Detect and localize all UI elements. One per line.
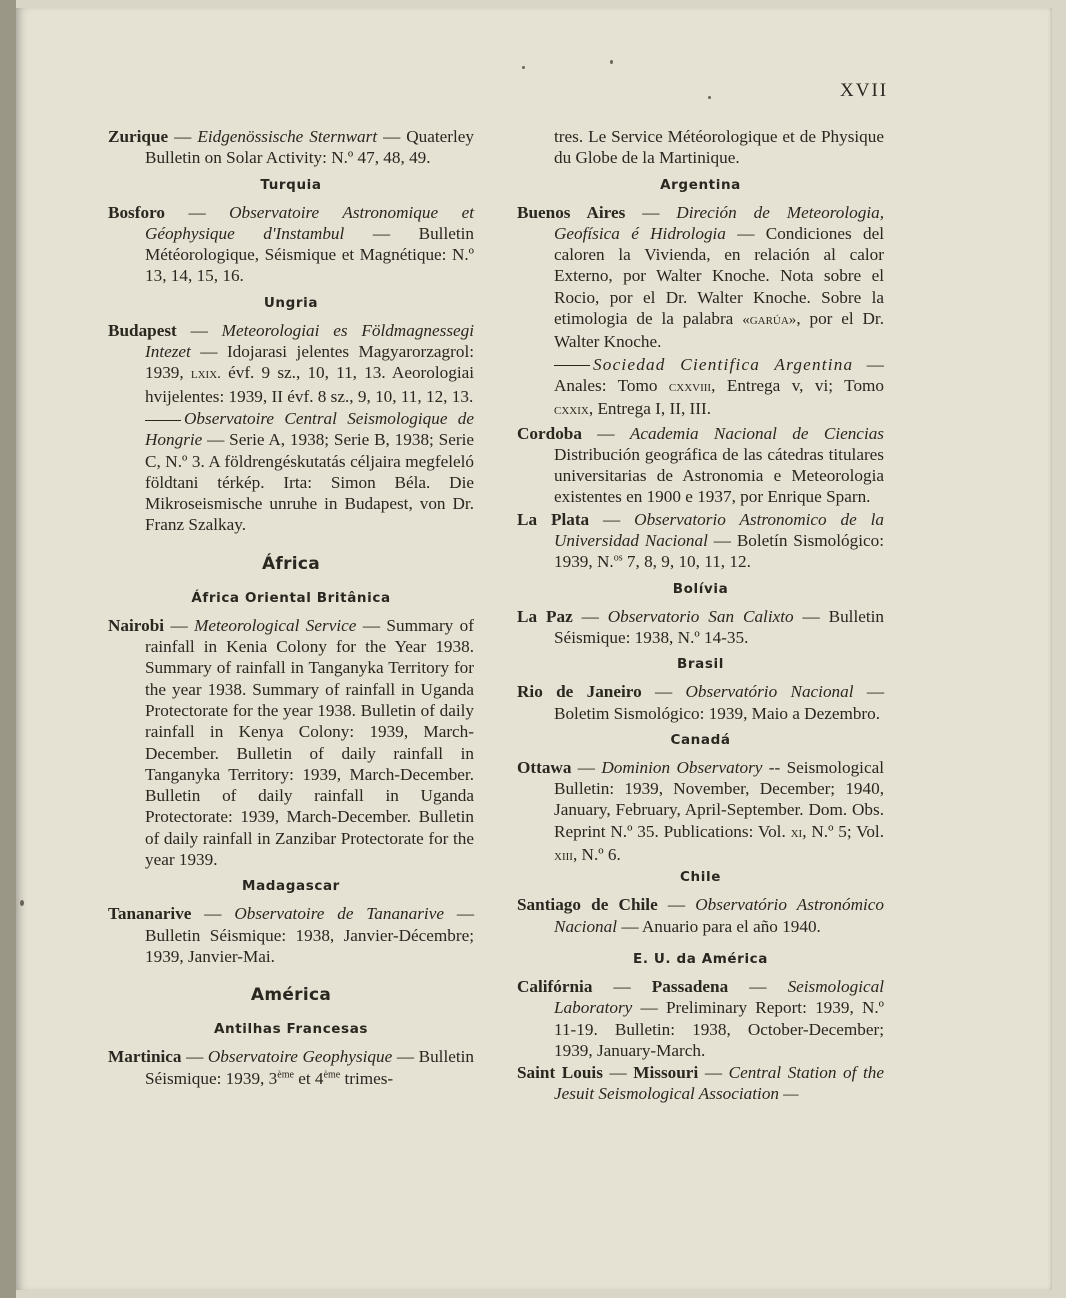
entry-place: Passadena xyxy=(651,976,729,996)
entry-institution: Seismological Laboratory xyxy=(554,976,884,1018)
paper-speck xyxy=(708,96,711,99)
paper-speck xyxy=(522,66,525,69)
country-heading-africa-oriental: África Oriental Britânica xyxy=(191,589,391,606)
entry-text: 7, 8, 9, 10, 11, 12. xyxy=(626,552,751,572)
country-heading-brasil: Brasil xyxy=(677,656,724,673)
entry-institution: Academia Nacional de Ciencias xyxy=(629,423,884,443)
entry-institution: Direción de Meteorologia, Geofísica é Hidrologia xyxy=(554,202,884,243)
country-heading-ungria: Ungria xyxy=(263,294,319,311)
entry-institution: Observatoire Central Seismologique de Hongrie xyxy=(145,408,474,450)
entry-institution: Eidgenössische Sternwart xyxy=(197,127,378,146)
entry-institution: Meteorological Service xyxy=(194,615,357,635)
entry-institution: Observatoire Geophysique xyxy=(207,1047,393,1067)
entry-text: Bulletin Séismique: 1938, Janvier-Décembre; 1939, Janvier-Mai. xyxy=(145,925,474,966)
entry-text: tres. Le Service Météorologique et de Physique du Globe de la Martinique. xyxy=(554,127,884,168)
entry-institution: Observatório Nacional xyxy=(685,682,854,702)
country-heading-turquia: Turquia xyxy=(260,176,322,193)
entry-saint-louis: Saint Louis — Missouri — Central Station of the Jesuit Seismological Association — xyxy=(517,1063,884,1104)
entry-volume: xi xyxy=(790,824,803,841)
entry-volume: lxix. xyxy=(190,366,221,383)
country-heading-madagascar: Madagascar xyxy=(242,878,340,895)
entry-volume: cxxix xyxy=(554,402,589,419)
entry-place: Zurique xyxy=(108,127,169,146)
entry-place: La Paz xyxy=(517,606,573,626)
entry-volume: cxxviii xyxy=(668,378,712,395)
ditto-dash xyxy=(145,420,181,421)
continent-heading-africa: África xyxy=(261,553,321,574)
entry-institution: Dominion Observatory xyxy=(601,757,763,777)
entry-text: Anuario para el año 1940. xyxy=(641,916,821,936)
entry-california-passadena: Califórnia — Passadena — Seismological Laboratory — Preliminary Report: 1939, N.º 11-19. Bulletin: 1938, October-December; 1939, January-March. xyxy=(517,976,884,1060)
entry-place: Saint Louis xyxy=(517,1063,603,1083)
entry-ottawa: Ottawa — Dominion Observatory -- Seismological Bulletin: 1939, November, December; 1940, January, February, April-September. Dom. Obs. Reprint N.º 35. Publications: Vol. xi, N.º 5; Vol. xiii, N.º 6. xyxy=(517,757,884,865)
entry-place: Ottawa xyxy=(517,757,572,777)
entry-text: Quaterley Bulletin on Solar Activity: N.º 47, 48, 49. xyxy=(145,127,475,168)
entry-place: Cordoba xyxy=(517,423,582,443)
entry-text: Summary of rainfall in Kenia Colony for the Year 1938. Summary of rainfall in Tanganyka Territory for the year 1938. Summary of rainfall in Uganda Protectorate for the year 1938. Bulletin of daily rainfall in Kenya Colony: 1939, March-December. Bulletin of daily rainfall in Tanganyka Territory: 1939, March-December. Bulletin of daily rainfall in Uganda Protectorate: 1939, March-December. Bulletin of daily rainfall in Zanzibar Protectorate for the year 1939. xyxy=(145,615,474,870)
entry-place: Califórnia xyxy=(517,976,593,996)
entry-text: Boletín Sismológico: 1939, N. xyxy=(554,531,885,572)
ditto-dash xyxy=(554,365,590,366)
left-column xyxy=(108,126,474,1090)
paper-speck xyxy=(610,60,613,64)
entry-place: Tananarive xyxy=(108,904,192,924)
entry-text: Idojarasi jelentes Magyarorzagrol: 1939, xyxy=(145,342,474,383)
entry-text: Bulletin Météorologique, Séismique et Magnétique: N.º 13, 14, 15, 16. xyxy=(145,223,474,286)
country-heading-antilhas: Antilhas Francesas xyxy=(213,1021,369,1038)
entry-text: , Entrega I, II, III. xyxy=(588,399,712,419)
entry-place: Bosforo xyxy=(108,202,165,222)
entry-place: Santiago de Chile xyxy=(517,895,658,915)
country-heading-bolivia: Bolívia xyxy=(672,580,729,597)
entry-text: trimes- xyxy=(344,1068,394,1088)
entry-santiago: Santiago de Chile — Observatório Astronómico Nacional — Anuario para el año 1940. xyxy=(517,895,885,936)
entry-place: Budapest xyxy=(108,320,177,340)
entry-text: Anales: Tomo xyxy=(554,375,658,395)
entry-text: évf. 9 sz., 10, 11, 13. Aeorologiai hvijelentes: 1939, II évf. 8 sz., 9, 10, 11, 12, 13. xyxy=(145,363,475,406)
entry-volume: xiii xyxy=(554,848,573,865)
continent-heading-america: América xyxy=(250,985,332,1006)
entry-martinica: Martinica — Observatoire Geophysique — Bulletin Séismique: 1939, 3ème et 4ème trimes- xyxy=(108,1047,474,1088)
paper-speck xyxy=(20,900,24,906)
entry-place: Missouri xyxy=(633,1063,699,1083)
entry-institution: Observatorio Astronomico de la Universidad Nacional xyxy=(554,509,885,551)
entry-institution: Observatoire Astronomique et Géophysique d'Instambul xyxy=(145,202,474,243)
entry-tananarive: Tananarive — Observatoire de Tananarive — Bulletin Séismique: 1938, Janvier-Décembre; 1939, Janvier-Mai. xyxy=(108,904,475,966)
entry-text: , por el Dr. Walter Knoche. xyxy=(554,309,884,352)
entry-rio-de-janeiro: Rio de Janeiro — Observatório Nacional — Boletim Sismológico: 1939, Maio a Dezembro. xyxy=(517,682,885,723)
entry-zurique: Zurique — Eidgenössische Sternwart — Quaterley Bulletin on Solar Activity: N.º 47, 48, 49. xyxy=(108,127,475,168)
right-column xyxy=(517,126,884,1106)
entry-buenos-aires: Buenos Aires — Direción de Meteorologia, Geofísica é Hidrologia — Condiciones del caloren la Vivienda, en relación al calor Externo, por Walter Knoche. Nota sobre el Rocio, por el Dr. Walter Knoche. Sobre la etimologia de la palabra «garúa», por el Dr. Walter Knoche. xyxy=(517,202,884,352)
page-number: XVII xyxy=(840,80,889,101)
entry-place: La Plata xyxy=(517,509,590,529)
superscript: ème xyxy=(277,1068,294,1080)
entry-martinica-continued xyxy=(517,126,884,169)
entry-text: Serie A, 1938; Serie B, 1938; Serie C, N.º 3. A földrengéskutatás céljaira megfeleló földtani térkép. Irta: Simon Béla. Die Mikroseismische unruhe in Budapest, von Dr. Franz Szalkay. xyxy=(145,430,474,535)
entry-budapest-observatoire: Observatoire Central Seismologique de Hongrie — Serie A, 1938; Serie B, 1938; Serie C, N.º 3. A földrengéskutatás céljaira megfeleló földtani térkép. Irta: Simon Béla. Die Mikroseismische unruhe in Budapest, von Dr. Franz Szalkay. xyxy=(145,408,474,535)
entry-text: Bulletin Séismique: 1938, N.º 14-35. xyxy=(554,606,884,647)
entry-institution: Central Station of the Jesuit Seismological Association — xyxy=(554,1063,884,1104)
entry-text: Bulletin Séismique: 1939, 3 xyxy=(145,1047,474,1088)
entry-nairobi: Nairobi — Meteorological Service — Summary of rainfall in Kenia Colony for the Year 1938. Summary of rainfall in Tanganyka Territory for the year 1938. Summary of rainfall in Uganda Protectorate for the year 1938. Bulletin of daily rainfall in Kenya Colony: 1939, March-December. Bulletin of daily rainfall in Tanganyka Territory: 1939, March-December. Bulletin of daily rainfall in Uganda Protectorate: 1939, March-December. Bulletin of daily rainfall in Zanzibar Protectorate for the year 1939. xyxy=(108,615,474,870)
country-heading-canada: Canadá xyxy=(670,731,731,748)
entry-budapest: Budapest — Meteorologiai es Földmagnessegi Intezet — Idojarasi jelentes Magyarorzagrol: 1939, lxix. évf. 9 sz., 10, 11, 13. Aeorologiai hvijelentes: 1939, II évf. 8 sz., 9, 10, 11, 12, 13. xyxy=(108,320,475,406)
entry-word: «garúa» xyxy=(742,312,797,329)
entry-place: Martinica xyxy=(108,1047,182,1067)
superscript: ème xyxy=(323,1068,341,1080)
entry-place: Buenos Aires xyxy=(517,202,626,222)
entry-place: Nairobi xyxy=(108,615,165,635)
entry-place: Rio de Janeiro xyxy=(517,682,642,702)
entry-institution: Observatório Astronómico Nacional xyxy=(554,895,885,936)
superscript: os xyxy=(613,552,623,564)
entry-text: Distribución geográfica de las cátedras titulares universitarias de Astronomia e Meteorologia existentes en 1900 e 1937, por Enrique Sparn. xyxy=(554,444,884,507)
entry-la-plata: La Plata — Observatorio Astronomico de la Universidad Nacional — Boletín Sismológico: 1939, N.$^{os}$ 7, 8, 9, 10, 11, 12. xyxy=(517,509,885,572)
entry-text: Boletim Sismológico: 1939, Maio a Dezembro. xyxy=(554,703,881,723)
entry-sociedad-cientifica: Sociedad Cientifica Argentina — Anales: Tomo cxxviii, Entrega v, vi; Tomo cxxix, Entrega I, II, III. xyxy=(554,354,885,419)
country-heading-eua: E. U. da América xyxy=(633,950,768,967)
entry-la-paz: La Paz — Observatorio San Calixto — Bulletin Séismique: 1938, N.º 14-35. xyxy=(517,606,884,647)
entry-text: Preliminary Report: 1939, N.º 11-19. Bulletin: 1938, October-December; 1939, January-March. xyxy=(554,998,884,1060)
entry-institution: Observatorio San Calixto xyxy=(607,606,794,626)
entry-text: Condiciones del caloren la Vivienda, en relación al calor Externo, por Walter Knoche. Nota sobre el Rocio, por el Dr. Walter Knoche. Sobre la etimologia de la palabra xyxy=(554,223,884,329)
entry-cordoba: Cordoba — Academia Nacional de Ciencias Distribución geográfica de las cátedras titulares universitarias de Astronomia e Meteorologia existentes en 1900 e 1937, por Enrique Sparn. xyxy=(517,423,884,507)
entry-institution: Sociedad Cientifica Argentina xyxy=(593,354,854,374)
entry-bosforo: Bosforo — Observatoire Astronomique et Géophysique d'Instambul — Bulletin Météorologique, Séismique et Magnétique: N.º 13, 14, 15, 16. xyxy=(108,202,474,286)
entry-text: , Entrega v, vi; Tomo xyxy=(711,375,885,395)
book-binding-edge xyxy=(0,0,16,1298)
country-heading-chile: Chile xyxy=(680,869,721,886)
entry-text: et 4 xyxy=(298,1068,324,1088)
country-heading-argentina: Argentina xyxy=(660,176,741,193)
entry-text: , N.º 5; Vol. xyxy=(802,821,884,841)
entry-institution: Meteorologiai es Földmagnessegi Intezet xyxy=(145,320,475,362)
entry-institution: Observatoire de Tananarive xyxy=(234,904,444,924)
entry-text: Seismological Bulletin: 1939, November, December; 1940, January, February, April-September. Dom. Obs. Reprint N.º 35. Publications: Vol. xyxy=(554,757,884,841)
entry-text: , N.º 6. xyxy=(572,845,621,865)
